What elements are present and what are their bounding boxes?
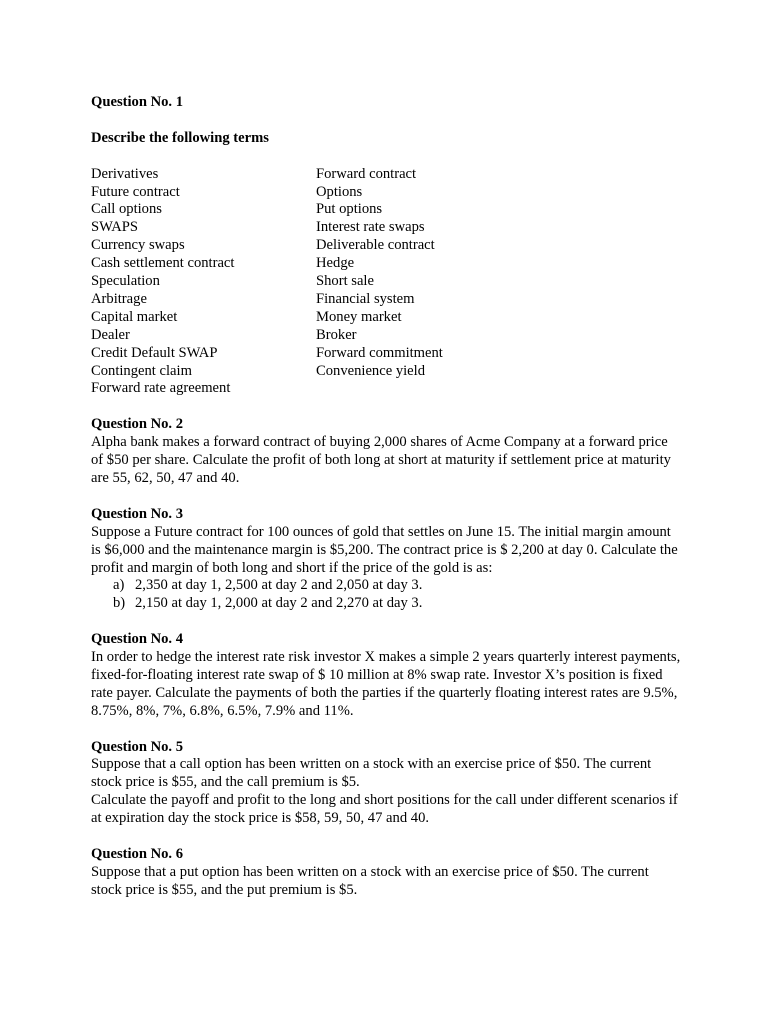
term-left: Capital market bbox=[91, 308, 178, 325]
term-right: Interest rate swaps bbox=[316, 219, 425, 236]
term-left: Arbitrage bbox=[91, 290, 147, 307]
document-page bbox=[91, 94, 681, 900]
question-6-body: Suppose that a put option has been written on a stock with an exercise price of $50. The current stock price is $55, and the put premium is $5. bbox=[91, 863, 649, 898]
term-left: Future contract bbox=[91, 183, 180, 200]
term-right: Financial system bbox=[316, 290, 415, 307]
term-right: Money market bbox=[316, 308, 402, 325]
terms-list bbox=[91, 166, 681, 399]
term-left: SWAPS bbox=[91, 219, 139, 236]
question-2-title: Question No. 2 bbox=[91, 416, 184, 433]
term-right: Put options bbox=[316, 201, 383, 218]
question-1-subtitle: Describe the following terms bbox=[91, 129, 269, 146]
term-left: Call options bbox=[91, 201, 162, 218]
term-right: Broker bbox=[316, 326, 357, 343]
term-right: Hedge bbox=[316, 255, 355, 272]
list-item bbox=[113, 595, 681, 613]
question-2-body: Alpha bank makes a forward contract of buying 2,000 shares of Acme Company at a forward price of $50 per share. Calculate the profit of both long at short at maturity if settlement price at maturity are 55, 62, 50, 47 and 40. bbox=[91, 434, 671, 486]
question-5-body-2: Calculate the payoff and profit to the long and short positions for the call under different scenarios if at expiration day the stock price is $58, 59, 50, 47 and 40. bbox=[91, 792, 678, 827]
term-left: Contingent claim bbox=[91, 362, 192, 379]
question-6-title: Question No. 6 bbox=[91, 845, 184, 862]
question-5-title: Question No. 5 bbox=[91, 738, 184, 755]
term-left: Cash settlement contract bbox=[91, 255, 235, 272]
term-left: Derivatives bbox=[91, 165, 159, 182]
term-left: Credit Default SWAP bbox=[91, 344, 218, 361]
question-3-title: Question No. 3 bbox=[91, 505, 184, 522]
term-left: Forward rate agreement bbox=[91, 380, 231, 397]
term-right: Forward commitment bbox=[316, 344, 443, 361]
term-left: Currency swaps bbox=[91, 237, 185, 254]
term-left: Dealer bbox=[91, 326, 130, 343]
term-right-empty bbox=[316, 380, 576, 398]
question-4-title: Question No. 4 bbox=[91, 631, 184, 648]
term-right: Short sale bbox=[316, 273, 374, 290]
term-right: Options bbox=[316, 183, 363, 200]
term-right: Convenience yield bbox=[316, 362, 426, 379]
list-item bbox=[113, 577, 681, 595]
list-item-label: a) bbox=[113, 577, 125, 594]
question-4-body: In order to hedge the interest rate risk investor X makes a simple 2 years quarterly interest payments, fixed-for-floating interest rate swap of $ 10 million at 8% swap rate. Investor X’s position is fixed rate payer. Calculate the payments of both the parties if the quarterly floating interest rates are 9.5%, 8.75%, 8%, 7%, 6.8%, 6.5%, 7.9% and 11%. bbox=[91, 649, 681, 719]
list-item-label: b) bbox=[113, 595, 126, 612]
list-item-text: 2,350 at day 1, 2,500 at day 2 and 2,050 at day 3. bbox=[135, 577, 423, 594]
question-5-body-1: Suppose that a call option has been written on a stock with an exercise price of $50. The current stock price is $55, and the call premium is $5. bbox=[91, 756, 652, 791]
term-right: Deliverable contract bbox=[316, 237, 435, 254]
question-1-title: Question No. 1 bbox=[91, 94, 184, 110]
term-right: Forward contract bbox=[316, 165, 417, 182]
question-3-list bbox=[91, 577, 681, 613]
term-left: Speculation bbox=[91, 273, 160, 290]
question-3-body: Suppose a Future contract for 100 ounces of gold that settles on June 15. The initial margin amount is $6,000 and the maintenance margin is $5,200. The contract price is $ 2,200 at day 0. Calculate the profit and margin of both long and short if the price of the gold is as: bbox=[91, 523, 678, 576]
list-item-text: 2,150 at day 1, 2,000 at day 2 and 2,270 at day 3. bbox=[135, 595, 423, 612]
